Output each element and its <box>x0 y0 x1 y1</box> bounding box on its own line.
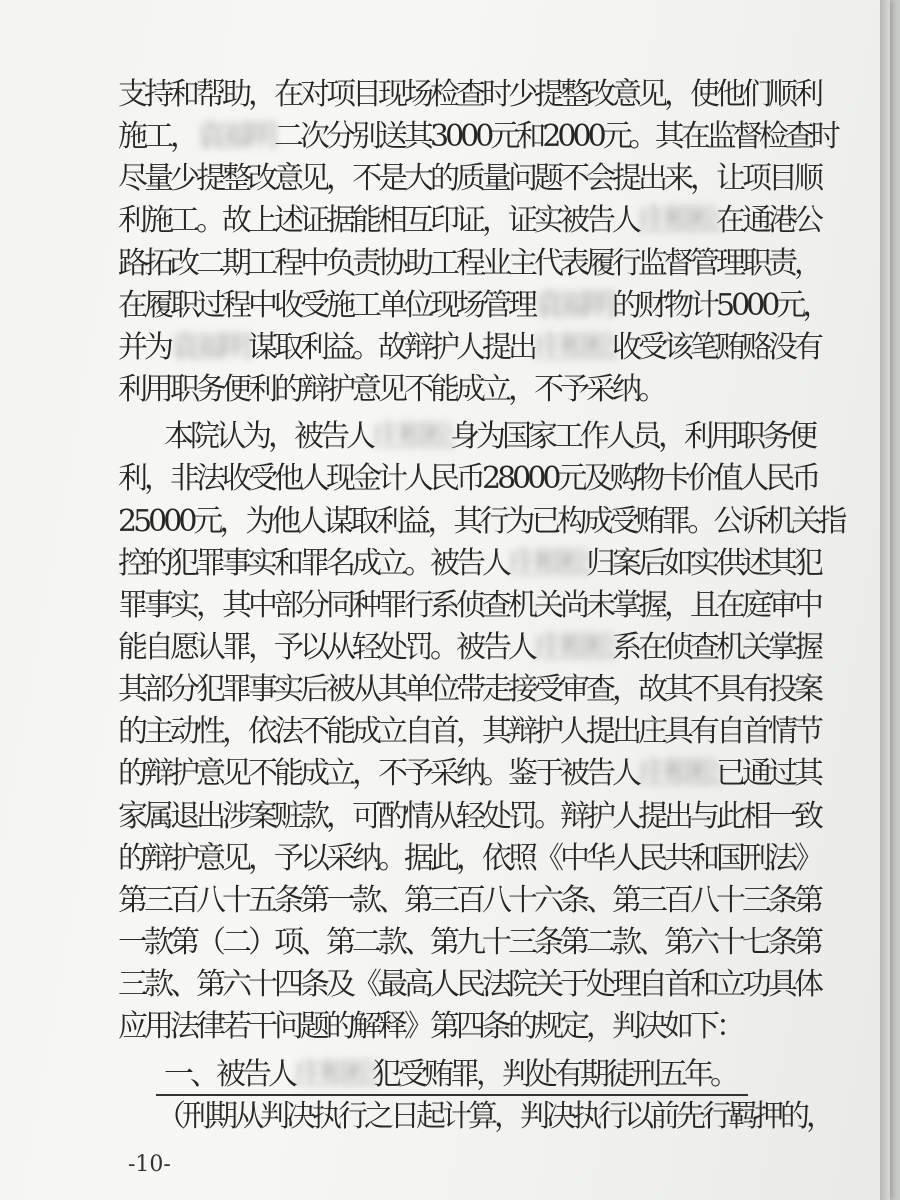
redacted-name: 庄根松 <box>372 419 450 454</box>
text-span: 三款、第六十四条及《最高人民法院关于处理自首和立功具体 <box>118 967 820 1002</box>
text-span: 一、被告人 <box>164 1057 294 1092</box>
text-span: 25000元，为他人谋取利益，其行为已构成受贿罪。公诉机关指 <box>118 504 844 539</box>
text-line <box>118 365 900 415</box>
redacted-name: 袁福明 <box>170 330 248 365</box>
redacted-name: 庄根松 <box>638 756 716 791</box>
redacted-name: 庄根松 <box>638 203 716 238</box>
text-span: （刑期从判决执行之日起计算，判决执行以前先行羁押的， <box>156 1099 832 1134</box>
redacted-name: 袁福明 <box>534 288 612 323</box>
text-span: 能自愿认罪，予以从轻处罚。被告人 <box>118 630 534 665</box>
text-span: 的辩护意见，予以采纳。据此，依照《中华人民共和国刑法》 <box>118 841 820 876</box>
text-span: 在履职过程中收受施工单位现场管理 <box>118 288 534 323</box>
text-span: 利施工。故上述证据能相互印证，证实被告人 <box>118 203 638 238</box>
verdict-underline <box>156 1094 748 1096</box>
redacted-name: 袁福明 <box>196 119 274 154</box>
text-span: 其部分犯罪事实后被从其单位带走接受审查，故其不具有投案 <box>118 672 820 707</box>
page-number: -10- <box>128 1152 171 1177</box>
text-span: 身为国家工作人员，利用职务便 <box>450 419 814 454</box>
text-span: 已通过其 <box>716 756 820 791</box>
text-span: 犯受贿罪，判处有期徒刑五年。 <box>372 1057 736 1092</box>
text-span: 收受该笔贿赂没有 <box>612 330 820 365</box>
text-span: 路拓改二期工程中负责协助工程业主代表履行监督管理职责， <box>118 246 820 281</box>
text-span: 系在侦查机关掌握 <box>612 630 820 665</box>
text-span: 的主动性，依法不能成立自首，其辩护人提出庄具有自首情节 <box>118 714 820 749</box>
text-span: 支持和帮助，在对项目现场检查时少提整改意见，使他们顺利 <box>118 77 820 112</box>
text-span: 并为 <box>118 330 170 365</box>
text-span: 谋取利益。故辩护人提出 <box>248 330 534 365</box>
redacted-name: 庄根松 <box>508 546 586 581</box>
text-span: 利用职务便利的辩护意见不能成立，不予采纳。 <box>118 372 664 407</box>
text-span: 第三百八十五条第一款、第三百八十六条、第三百八十三条第 <box>118 883 820 918</box>
text-span: 控的犯罪事实和罪名成立。被告人 <box>118 546 508 581</box>
text-span: 应用法律若干问题的解释》第四条的规定，判决如下： <box>118 1009 742 1044</box>
text-span: 的辩护意见不能成立，不予采纳。鉴于被告人 <box>118 756 638 791</box>
text-span: 利，非法收受他人现金计人民币28000元及购物卡价值人民币 <box>118 461 818 496</box>
text-line <box>118 1002 900 1052</box>
text-span: 尽量少提整改意见，不是大的质量问题不会提出来，让项目顺 <box>118 161 820 196</box>
text-span: 施工， <box>118 119 196 154</box>
redacted-name: 庄根松 <box>534 630 612 665</box>
text-span: 家属退出涉案赃款，可酌情从轻处罚。辩护人提出与此相一致 <box>118 799 820 834</box>
text-span: 一款第（二）项、第二款、第九十三条第二款、第六十七条第 <box>118 925 820 960</box>
text-span: 二次分别送其3000元和2000元。其在监督检查时 <box>274 119 837 154</box>
redacted-name: 庄根松 <box>534 330 612 365</box>
text-span: 本院认为，被告人 <box>164 419 372 454</box>
text-span: 罪事实，其中部分同种罪行系侦查机关尚未掌握，且在庭审中 <box>118 588 820 623</box>
text-span: 的财物计5000元， <box>612 288 829 323</box>
text-span: 在通港公 <box>716 203 820 238</box>
redacted-name: 庄根松 <box>294 1057 372 1092</box>
text-span: 归案后如实供述其犯 <box>586 546 820 581</box>
text-line <box>156 1092 900 1142</box>
